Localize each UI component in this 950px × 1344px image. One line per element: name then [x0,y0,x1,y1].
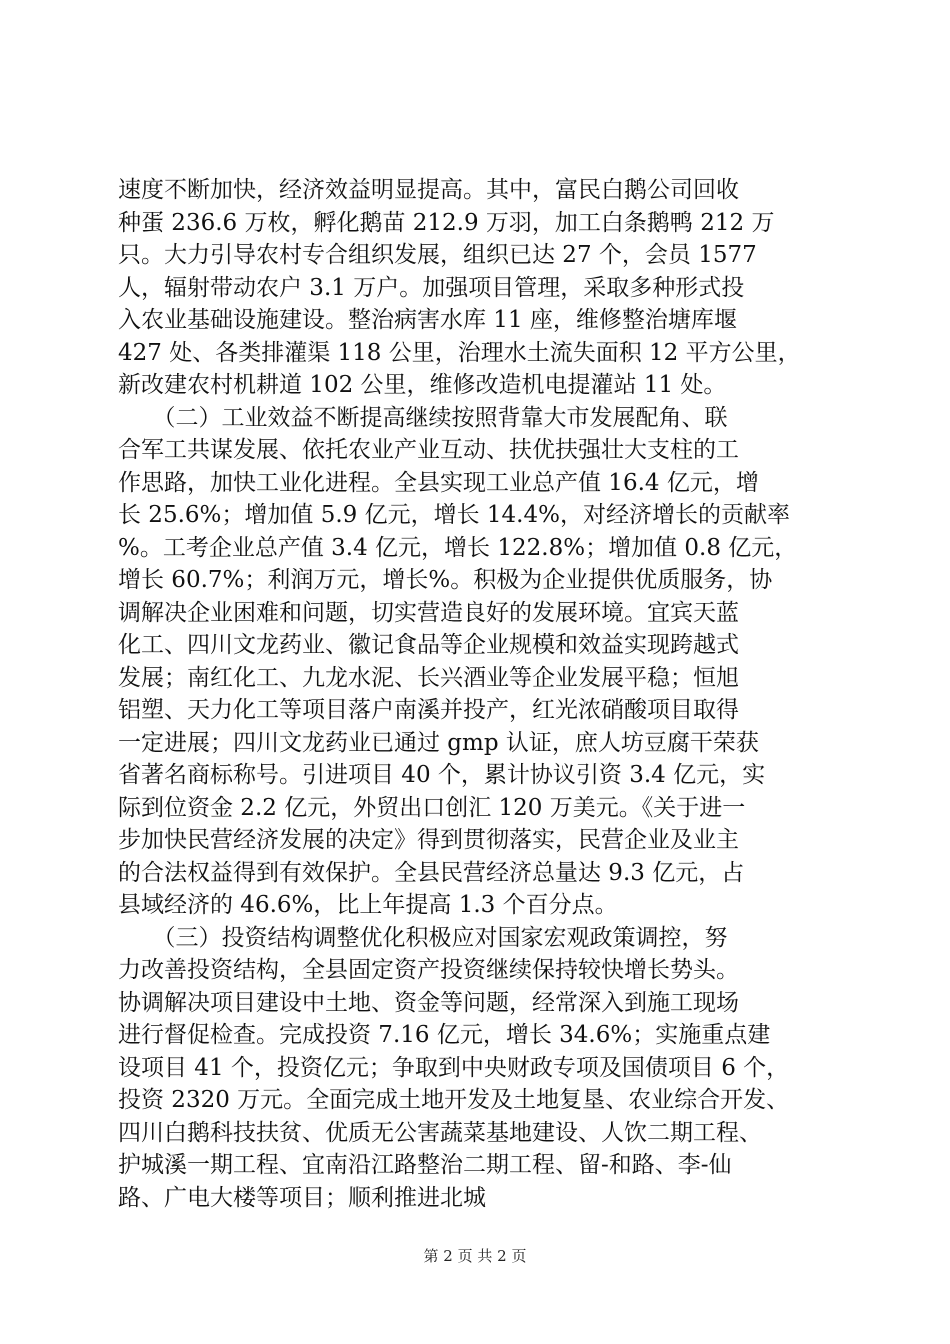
text-line: 护城溪一期工程、宜南沿江路整治二期工程、留-和路、李-仙 [118,1152,732,1178]
body-text [118,174,858,1214]
text-line: 设项目 41 个，投资亿元；争取到中央财政专项及国债项目 6 个， [118,1054,790,1081]
text-line: 调解决企业困难和问题，切实营造良好的发展环境。宜宾天蓝 [118,599,739,626]
text-line: 路、广电大楼等项目；顺利推进北城 [118,1184,486,1211]
text-line: 进行督促检查。完成投资 7.16 亿元，增长 34.6%；实施重点建 [118,1022,771,1048]
text-line: 种蛋 236.6 万枚，孵化鹅苗 212.9 万羽，加工白条鹅鸭 212 万 [118,209,775,236]
text-line: 作思路，加快工业化进程。全县实现工业总产值 16.4 亿元，增 [118,469,759,496]
text-line: 化工、四川文龙药业、徽记食品等企业规模和效益实现跨越式 [118,632,739,658]
text-line: 省著名商标称号。引进项目 40 个，累计协议引资 3.4 亿元，实 [118,762,766,788]
text-line: 力改善投资结构，全县固定资产投资继续保持较快增长势头。 [118,957,739,983]
text-line: 县域经济的 46.6%，比上年提高 1.3 个百分点。 [118,892,618,918]
text-line: 步加快民营经济发展的决定》得到贯彻落实，民营企业及业主 [118,827,739,853]
text-line: 只。大力引导农村专合组织发展，组织已达 27 个，会员 1577 [118,242,757,268]
text-line: 投资 2320 万元。全面完成土地开发及土地复垦、农业综合开发、 [118,1087,790,1113]
text-line: 一定进展；四川文龙药业已通过 gmp 认证，庶人坊豆腐干荣获 [118,729,759,756]
text-line: （二）工业效益不断提高继续按照背靠大市发展配角、联 [118,404,728,431]
page-footer: 第 2 页 共 2 页 [423,1247,527,1265]
text-line: 长 25.6%；增加值 5.9 亿元，增长 14.4%，对经济增长的贡献率 [118,502,790,528]
text-line: 合军工共谋发展、依托农业产业互动、扶优扶强壮大支柱的工 [118,437,739,463]
text-line: 新改建农村机耕道 102 公里，维修改造机电提灌站 11 处。 [118,372,727,398]
text-line: （三）投资结构调整优化积极应对国家宏观政策调控，努 [118,924,728,951]
text-line: 速度不断加快，经济效益明显提高。其中，富民白鹅公司回收 [118,177,739,203]
text-line: 协调解决项目建设中土地、资金等问题，经常深入到施工现场 [118,989,739,1016]
text-line: 入农业基础设施建设。整治病害水库 11 座，维修整治塘库堰 [118,307,737,333]
text-line: 427 处、各类排灌渠 118 公里，治理水土流失面积 12 平方公里， [118,339,801,366]
text-line: 增长 60.7%；利润万元，增长%。积极为企业提供优质服务，协 [118,567,773,593]
text-line: 铝塑、天力化工等项目落户南溪并投产，红光浓硝酸项目取得 [118,697,739,723]
text-line: 四川白鹅科技扶贫、优质无公害蔬菜基地建设、人饮二期工程、 [118,1119,762,1146]
text-line: 的合法权益得到有效保护。全县民营经济总量达 9.3 亿元，占 [118,859,745,886]
text-line: %。工考企业总产值 3.4 亿元，增长 122.8%；增加值 0.8 亿元， [118,534,798,561]
text-line: 发展；南红化工、九龙水泥、长兴酒业等企业发展平稳；恒旭 [118,664,739,691]
text-line: 际到位资金 2.2 亿元，外贸出口创汇 120 万美元。《关于进一 [118,794,746,821]
text-line: 人，辐射带动农户 3.1 万户。加强项目管理，采取多种形式投 [118,274,745,301]
